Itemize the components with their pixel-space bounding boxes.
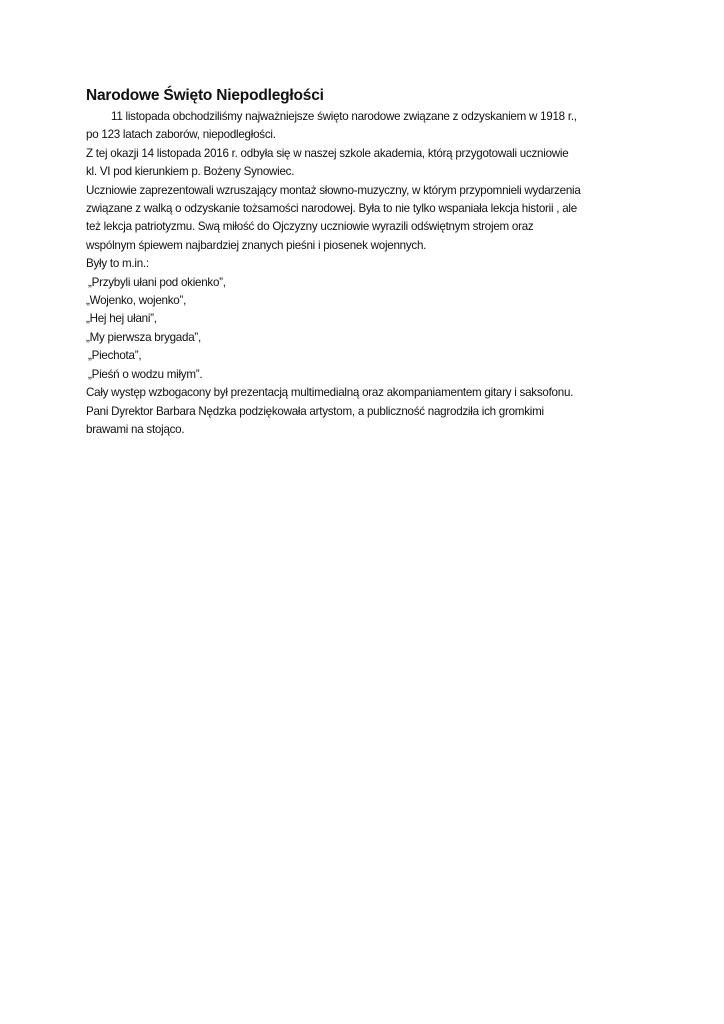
paragraph-line: wspólnym śpiewem najbardziej znanych pieśni i piosenek wojennych. (86, 238, 427, 252)
paragraph-line: Były to m.in.: (86, 257, 149, 271)
article-body (86, 86, 646, 439)
paragraph-line: Uczniowie zaprezentowali wzruszający montaż słowno-muzyczny, w którym przypomnieli wydarzenia (86, 183, 581, 197)
paragraph-line: po 123 latach zaborów, niepodległości. (86, 128, 276, 142)
song-title-line: „Przybyli ułani pod okienko”, (88, 275, 226, 289)
article-title: Narodowe Święto Niepodległości (86, 87, 324, 104)
song-title-line: „Wojenko, wojenko”, (86, 294, 187, 308)
paragraph-line: Z tej okazji 14 listopada 2016 r. odbyła się w naszej szkole akademia, którą przygotowali uczniowie (86, 146, 569, 160)
paragraph-line: kl. VI pod kierunkiem p. Bożeny Synowiec. (86, 165, 295, 179)
song-title-line: „Hej hej ułani”, (86, 312, 157, 326)
song-title-line: „Piechota”, (88, 349, 142, 363)
paragraph-line: związane z walką o odzyskanie tożsamości narodowej. Była to nie tylko wspaniała lekcja historii , ale (86, 202, 577, 216)
paragraph-line: Cały występ wzbogacony był prezentacją multimedialną oraz akompaniamentem gitary i saksofonu. (86, 386, 574, 400)
paragraph-line: 11 listopada obchodziliśmy najważniejsze święto narodowe związane z odzyskaniem w 1918 r., (111, 110, 577, 123)
paragraph-line: Pani Dyrektor Barbara Nędzka podziękowała artystom, a publiczność nagrodziła ich gromkimi (86, 404, 544, 418)
paragraph-line: brawami na stojąco. (86, 422, 185, 436)
paragraph-line: też lekcja patriotyzmu. Swą miłość do Ojczyzny uczniowie wyrazili odświętnym strojem oraz (86, 220, 534, 234)
song-title-line: „My pierwsza brygada”, (86, 330, 201, 344)
song-title-line: „Pieśń o wodzu miłym”. (88, 367, 203, 381)
